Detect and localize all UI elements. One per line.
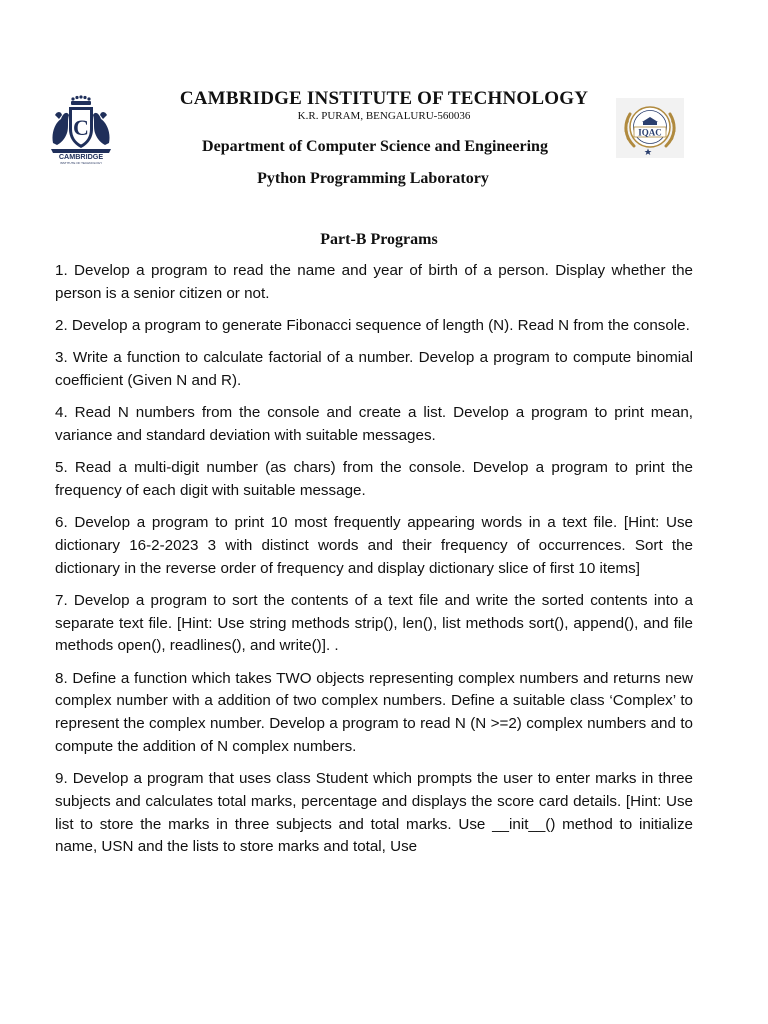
program-item: 4. Read N numbers from the console and create a list. Develop a program to print mean, variance and standard deviation with suitable messages. (55, 404, 693, 444)
department-name: Department of Computer Science and Engineering (202, 138, 548, 155)
program-item: 5. Read a multi-digit number (as chars) from the console. Develop a program to print the frequency of each digit with suitable message. (55, 459, 693, 499)
program-item: 1. Develop a program to read the name and year of birth of a person. Display whether the person is a senior citizen or not. (55, 262, 693, 302)
program-item: 6. Develop a program to print 10 most frequently appearing words in a text file. [Hint: Use dictionary 16-2-2023 3 with distinct words and their frequency of occurrences. Sort the dictionary in the reverse order of frequency and display dictionary slice of first 10 items] (55, 514, 693, 577)
crest-tagline: INSTITUTE OF TECHNOLOGY (59, 161, 103, 165)
program-item: 7. Develop a program to sort the contents of a text file and write the sorted contents into a separate text file. [Hint: Use string methods strip(), len(), list methods sort(), append(), and file methods open(), readlines(), and write()]. . (55, 592, 693, 655)
program-item: 9. Develop a program that uses class Student which prompts the user to enter marks in three subjects and calculates total marks, percentage and displays the score card details. [Hint: Use list to store the marks in three subjects and total marks. Use __init__() method to initialize name, USN and the lists to store marks and total, Use (55, 770, 693, 856)
crest-text: CAMBRIDGE (58, 152, 104, 161)
lab-name: Python Programming Laboratory (257, 170, 489, 187)
svg-text:C: C (73, 115, 89, 140)
program-item: 8. Define a function which takes TWO objects representing complex numbers and returns new complex number with a addition of two complex numbers. Define a suitable class ‘Complex’ to represent the complex number. Develop a program to read N (N >=2) complex numbers and to compute the addition of N complex numbers. (55, 669, 693, 755)
institution-name: CAMBRIDGE INSTITUTE OF TECHNOLOGY (179, 88, 589, 109)
institution-address: K.R. PURAM, BENGALURU-560036 (297, 110, 471, 122)
section-title: Part-B Programs (320, 231, 438, 248)
program-item: 3. Write a function to calculate factorial of a number. Develop a program to compute binomial coefficient (Given N and R). (55, 349, 693, 389)
program-list (55, 260, 693, 869)
program-item: 2. Develop a program to generate Fibonacci sequence of length (N). Read N from the console. (55, 317, 690, 334)
iqac-text: IQAC (638, 127, 662, 138)
